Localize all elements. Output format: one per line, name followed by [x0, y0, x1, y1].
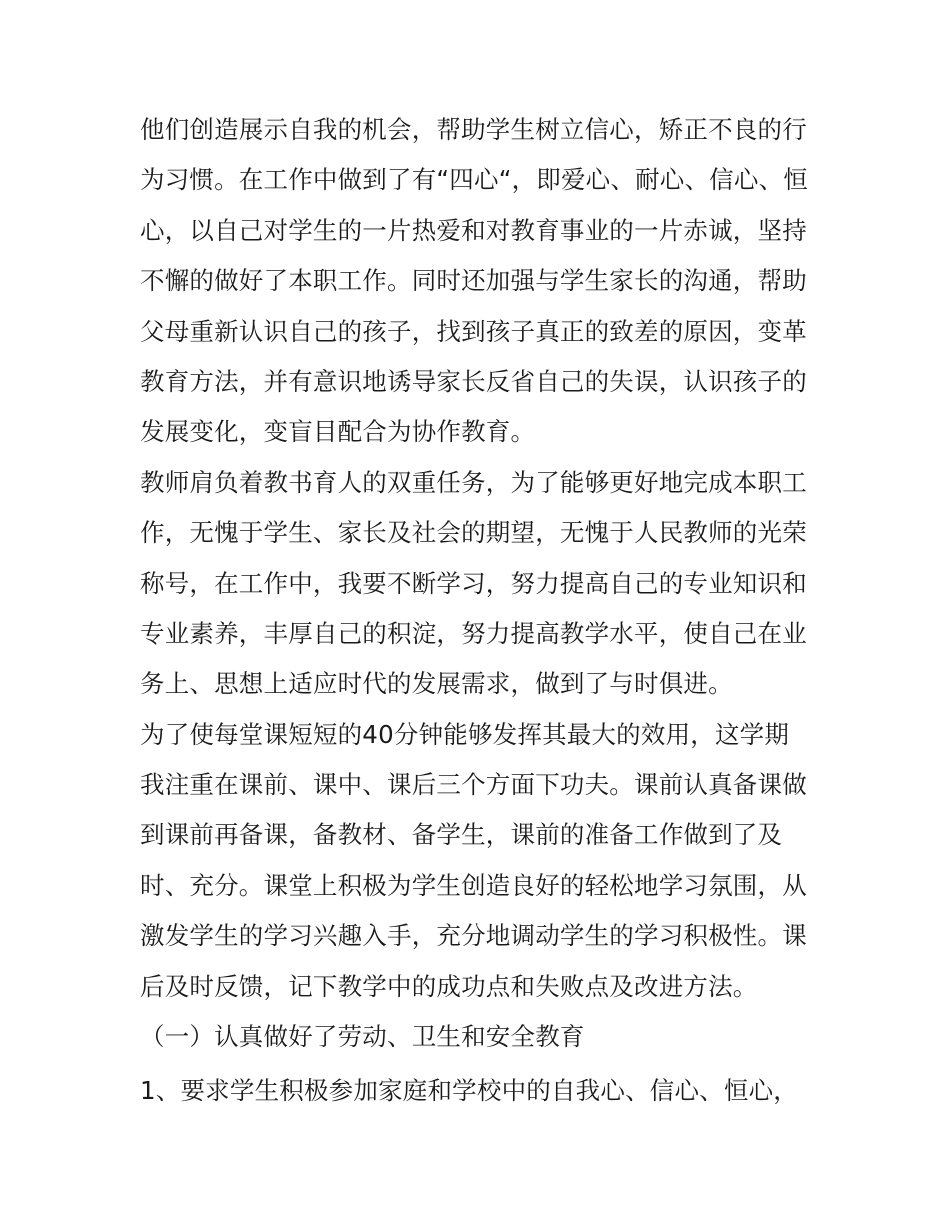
paragraph-line: 专业素养，丰厚自己的积淀，努力提高教学水平，使自己在业: [140, 618, 807, 648]
paragraph-line: 称号，在工作中，我要不断学习，努力提高自己的专业知识和: [140, 568, 807, 598]
paragraph-line: 到课前再备课，备教材、备学生，课前的准备工作做到了及: [140, 820, 783, 850]
paragraph-line: 我注重在课前、课中、课后三个方面下功夫。课前认真备课做: [140, 770, 807, 800]
paragraph-line: 务上、思想上适应时代的发展需求，做到了与时俱进。: [140, 669, 733, 699]
document-body: [140, 105, 820, 1117]
paragraph-line: 时、充分。课堂上积极为学生创造良好的轻松地学习氛围，从: [140, 870, 807, 900]
paragraph-line: 不懈的做好了本职工作。同时还加强与学生家长的沟通，帮助: [140, 266, 807, 296]
paragraph-line: 教育方法，并有意识地诱导家长反省自己的失误，认识孩子的: [140, 366, 807, 396]
paragraph-line: 发展变化，变盲目配合为协作教育。: [140, 417, 536, 447]
paragraph-line: 为了使每堂课短短的40分钟能够发挥其最大的效用，这学期: [140, 719, 790, 749]
paragraph-line: 作，无愧于学生、家长及社会的期望，无愧于人民教师的光荣: [140, 518, 807, 548]
list-item: 1、要求学生积极参加家庭和学校中的自我心、信心、恒心，: [140, 1076, 798, 1106]
paragraph-line: 心，以自己对学生的一片热爱和对教育事业的一片赤诚，坚持: [140, 215, 807, 245]
paragraph-line: 他们创造展示自我的机会，帮助学生树立信心，矫正不良的行: [140, 115, 807, 144]
section-heading: （一）认真做好了劳动、卫生和安全教育: [140, 1022, 585, 1052]
paragraph-line: 后及时反馈，记下教学中的成功点和失败点及改进方法。: [140, 971, 758, 1001]
paragraph-line: 为习惯。在工作中做到了有“四心“，即爱心、耐心、信心、恒: [140, 165, 808, 195]
paragraph-line: 激发学生的学习兴趣入手，充分地调动学生的学习积极性。课: [140, 921, 807, 951]
paragraph-line: 父母重新认识自己的孩子，找到孩子真正的致差的原因，变革: [140, 316, 807, 346]
paragraph-line: 教师肩负着教书育人的双重任务，为了能够更好地完成本职工: [140, 467, 807, 497]
